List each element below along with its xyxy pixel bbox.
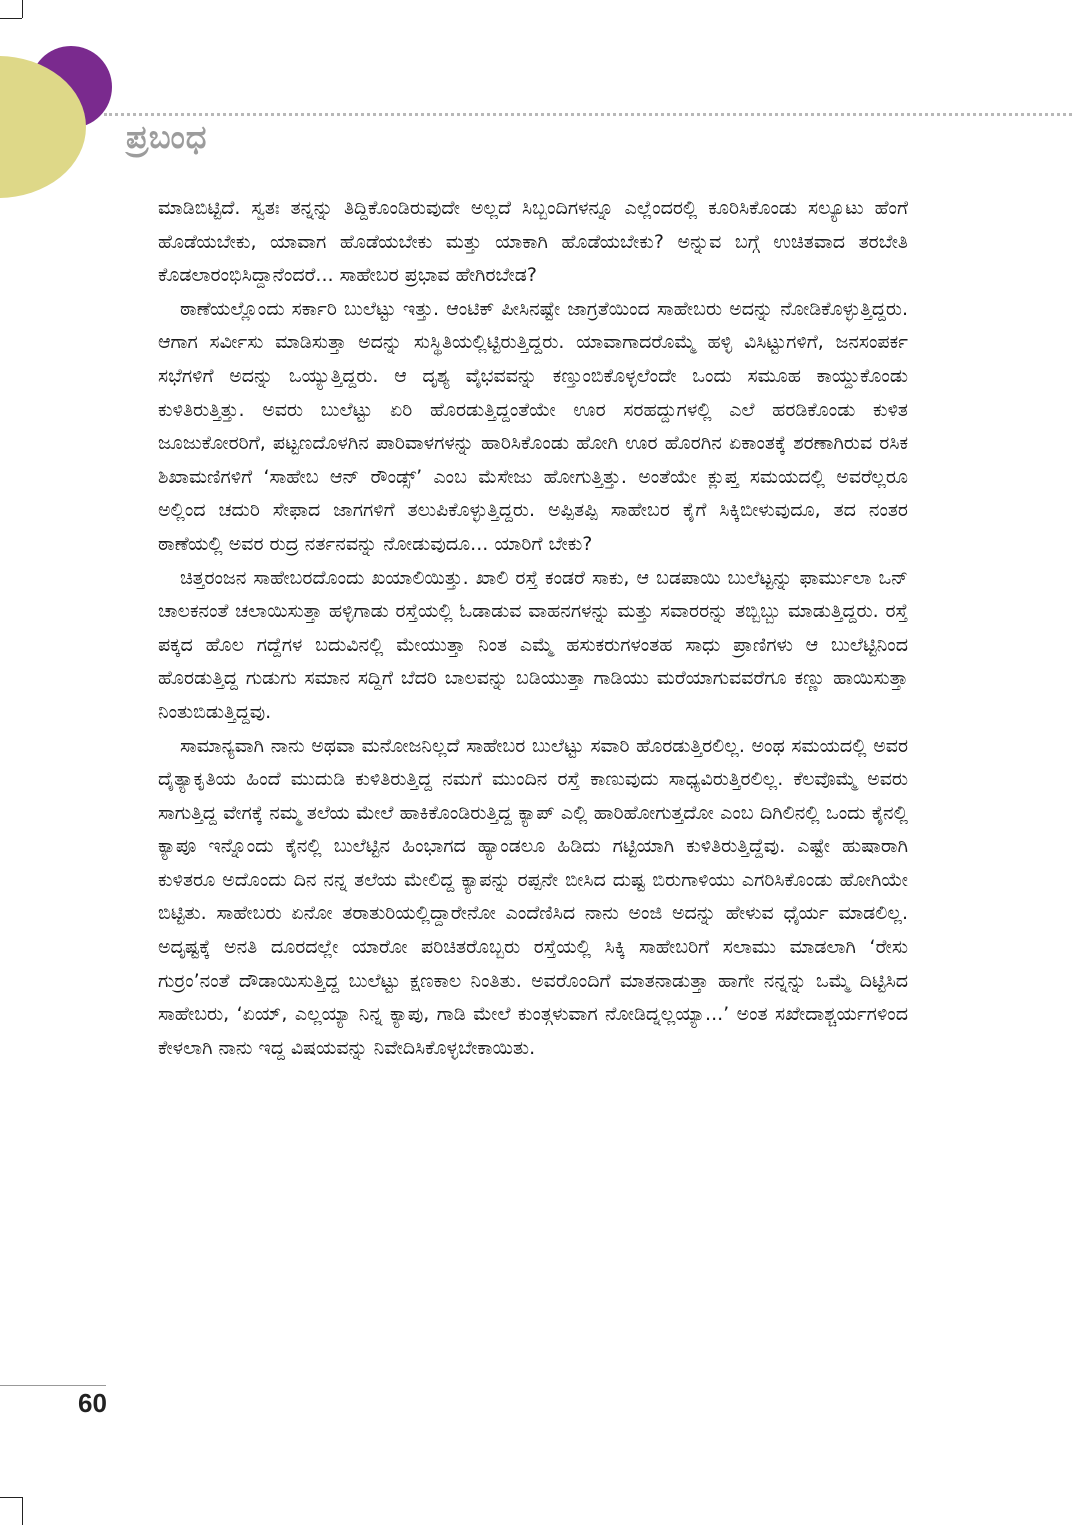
footer-rule: [0, 1385, 106, 1386]
page-number: 60: [78, 1388, 107, 1418]
paragraph: ಸಾಮಾನ್ಯವಾಗಿ ನಾನು ಅಥವಾ ಮನೋಜನಿಲ್ಲದೆ ಸಾಹೇಬರ ಬುಲೆಟ್ಟು ಸವಾರಿ ಹೊರಡುತ್ತಿರಲಿಲ್ಲ. ಅಂಥ ಸಮಯದಲ್ಲಿ ಅವರ ದೈತ್ಯಾಕೃತಿಯ ಹಿಂದೆ ಮುದುಡಿ ಕುಳಿತಿರುತ್ತಿದ್ದ ನಮಗೆ ಮುಂದಿನ ರಸ್ತೆ ಕಾಣುವುದು ಸಾಧ್ಯವಿರುತ್ತಿರಲಿಲ್ಲ. ಕೆಲವೊಮ್ಮೆ ಅವರು ಸಾಗುತ್ತಿದ್ದ ವೇಗಕ್ಕೆ ನಮ್ಮ ತಲೆಯ ಮೇಲೆ ಹಾಕಿಕೊಂಡಿರುತ್ತಿದ್ದ ಕ್ಯಾಪ್ ಎಲ್ಲಿ ಹಾರಿಹೋಗುತ್ತದೋ ಎಂಬ ದಿಗಿಲಿನಲ್ಲಿ ಒಂದು ಕೈನಲ್ಲಿ ಕ್ಯಾಪೂ ಇನ್ನೊಂದು ಕೈನಲ್ಲಿ ಬುಲೆಟ್ಟಿನ ಹಿಂಭಾಗದ ಹ್ಯಾಂಡಲೂ ಹಿಡಿದು ಗಟ್ಟಿಯಾಗಿ ಕುಳಿತಿರುತ್ತಿದ್ದೆವು. ಎಷ್ಟೇ ಹುಷಾರಾಗಿ ಕುಳಿತರೂ ಅದೊಂದು ದಿನ ನನ್ನ ತಲೆಯ ಮೇಲಿದ್ದ ಕ್ಯಾಪನ್ನು ರಪ್ಪನೇ ಬೀಸಿದ ದುಷ್ಟ ಬಿರುಗಾಳಿಯು ಎಗರಿಸಿಕೊಂಡು ಹೋಗಿಯೇ ಬಿಟ್ಟಿತು. ಸಾಹೇಬರು ಏನೋ ತರಾತುರಿಯಲ್ಲಿದ್ದಾರೇನೋ ಎಂದೆಣಿಸಿದ ನಾನು ಅಂಜಿ ಅದನ್ನು ಹೇಳುವ ಧೈರ್ಯ ಮಾಡಲಿಲ್ಲ. ಅದೃಷ್ಟಕ್ಕೆ ಅನತಿ ದೂರದಲ್ಲೇ ಯಾರೋ ಪರಿಚಿತರೊಬ್ಬರು ರಸ್ತೆಯಲ್ಲಿ ಸಿಕ್ಕಿ ಸಾಹೇಬರಿಗೆ ಸಲಾಮು ಮಾಡಲಾಗಿ ‘ರೇಸು ಗುರ್‍ರಂ’ನಂತೆ ದೌಡಾಯಿಸುತ್ತಿದ್ದ ಬುಲೆಟ್ಟು ಕ್ಷಣಕಾಲ ನಿಂತಿತು. ಅವರೊಂದಿಗೆ ಮಾತನಾಡುತ್ತಾ ಹಾಗೇ ನನ್ನನ್ನು ಒಮ್ಮೆ ದಿಟ್ಟಿಸಿದ ಸಾಹೇಬರು, ‘ಏಯ್, ಎಲ್ಲಯ್ಯಾ ನಿನ್ನ ಕ್ಯಾಪು, ಗಾಡಿ ಮೇಲೆ ಕುಂತ್ಗಳುವಾಗ ನೋಡಿದ್ನಲ್ಲಯ್ಯಾ...’ ಅಂತ ಸಖೇದಾಶ್ಚರ್ಯಗಳಿಂದ ಕೇಳಲಾಗಿ ನಾನು ಇದ್ದ ವಿಷಯವನ್ನು ನಿವೇದಿಸಿಕೊಳ್ಳಬೇಕಾಯಿತು.: [158, 734, 908, 1059]
paragraph: ಮಾಡಿಬಿಟ್ಟಿದೆ. ಸ್ವತಃ ತನ್ನನ್ನು ತಿದ್ದಿಕೊಂಡಿರುವುದೇ ಅಲ್ಲದೆ ಸಿಬ್ಬಂದಿಗಳನ್ನೂ ಎಲ್ಲೆಂದರಲ್ಲಿ ಕೂರಿಸಿಕೊಂಡು ಸಲ್ಯೂಟು ಹೆಂಗೆ ಹೊಡೆಯಬೇಕು, ಯಾವಾಗ ಹೊಡೆಯಬೇಕು ಮತ್ತು ಯಾಕಾಗಿ ಹೊಡೆಯಬೇಕು? ಅನ್ನುವ ಬಗ್ಗೆ ಉಚಿತವಾದ ತರಬೇತಿ ಕೊಡಲಾರಂಭಿಸಿದ್ದಾನೆಂದರೆ... ಸಾಹೇಬರ ಪ್ರಭಾವ ಹೇಗಿರಬೇಡ?: [158, 197, 908, 287]
crop-mark-top-left-horizontal: [0, 18, 22, 19]
crop-mark-bottom-left-vertical: [22, 1497, 23, 1525]
section-title: ಪ್ರಬಂಧ: [126, 118, 208, 156]
paragraph: ಚಿತ್ತರಂಜನ ಸಾಹೇಬರದೊಂದು ಖಯಾಲಿಯಿತ್ತು. ಖಾಲಿ ರಸ್ತೆ ಕಂಡರೆ ಸಾಕು, ಆ ಬಡಪಾಯಿ ಬುಲೆಟ್ಟನ್ನು ಫಾರ್ಮುಲಾ ಒನ್ ಚಾಲಕನಂತೆ ಚಲಾಯಿಸುತ್ತಾ ಹಳ್ಳಿಗಾಡು ರಸ್ತೆಯಲ್ಲಿ ಓಡಾಡುವ ವಾಹನಗಳನ್ನು ಮತ್ತು ಸವಾರರನ್ನು ತಬ್ಬಿಬ್ಬು ಮಾಡುತ್ತಿದ್ದರು. ರಸ್ತೆ ಪಕ್ಕದ ಹೊಲ ಗದ್ದೆಗಳ ಬದುವಿನಲ್ಲಿ ಮೇಯುತ್ತಾ ನಿಂತ ಎಮ್ಮೆ ಹಸುಕರುಗಳಂತಹ ಸಾಧು ಪ್ರಾಣಿಗಳು ಆ ಬುಲೆಟ್ಟಿನಿಂದ ಹೊರಡುತ್ತಿದ್ದ ಗುಡುಗು ಸಮಾನ ಸದ್ದಿಗೆ ಬೆದರಿ ಬಾಲವನ್ನು ಬಡಿಯುತ್ತಾ ಗಾಡಿಯು ಮರೆಯಾಗುವವರೆಗೂ ಕಣ್ಣು ಹಾಯಿಸುತ್ತಾ ನಿಂತುಬಿಡುತ್ತಿದ್ದವು.: [158, 566, 908, 723]
paragraph: ಠಾಣೆಯಲ್ಲೊಂದು ಸರ್ಕಾರಿ ಬುಲೆಟ್ಟು ಇತ್ತು. ಆಂಟಿಕ್ ಪೀಸಿನಷ್ಟೇ ಜಾಗ್ರತೆಯಿಂದ ಸಾಹೇಬರು ಅದನ್ನು ನೋಡಿಕೊಳ್ಳುತ್ತಿದ್ದರು. ಆಗಾಗ ಸರ್ವೀಸು ಮಾಡಿಸುತ್ತಾ ಅದನ್ನು ಸುಸ್ಥಿತಿಯಲ್ಲಿಟ್ಟಿರುತ್ತಿದ್ದರು. ಯಾವಾಗಾದರೊಮ್ಮೆ ಹಳ್ಳಿ ವಿಸಿಟ್ಟುಗಳಿಗೆ, ಜನಸಂಪರ್ಕ ಸಭೆಗಳಿಗೆ ಅದನ್ನು ಒಯ್ಯುತ್ತಿದ್ದರು. ಆ ದೃಶ್ಯ ವೈಭವವನ್ನು ಕಣ್ತುಂಬಿಕೊಳ್ಳಲೆಂದೇ ಒಂದು ಸಮೂಹ ಕಾಯ್ದುಕೊಂಡು ಕುಳಿತಿರುತ್ತಿತ್ತು. ಅವರು ಬುಲೆಟ್ಟು ಏರಿ ಹೊರಡುತ್ತಿದ್ದಂತೆಯೇ ಊರ ಸರಹದ್ದುಗಳಲ್ಲಿ ಎಲೆ ಹರಡಿಕೊಂಡು ಕುಳಿತ ಜೂಜುಕೋರರಿಗೆ, ಪಟ್ಟಣದೊಳಗಿನ ಪಾರಿವಾಳಗಳನ್ನು ಹಾರಿಸಿಕೊಂಡು ಹೋಗಿ ಊರ ಹೊರಗಿನ ಏಕಾಂತಕ್ಕೆ ಶರಣಾಗಿರುವ ರಸಿಕ ಶಿಖಾಮಣಿಗಳಿಗೆ ‘ಸಾಹೇಬ ಆನ್ ರೌಂಡ್ಸ್’ ಎಂಬ ಮೆಸೇಜು ಹೋಗುತ್ತಿತ್ತು. ಅಂತೆಯೇ ಕ್ಲುಪ್ತ ಸಮಯದಲ್ಲಿ ಅವರೆಲ್ಲರೂ ಅಲ್ಲಿಂದ ಚದುರಿ ಸೇಫಾದ ಜಾಗಗಳಿಗೆ ತಲುಪಿಕೊಳ್ಳುತ್ತಿದ್ದರು. ಅಪ್ಪಿತಪ್ಪಿ ಸಾಹೇಬರ ಕೈಗೆ ಸಿಕ್ಕಿಬೀಳುವುದೂ, ತದ ನಂತರ ಠಾಣೆಯಲ್ಲಿ ಅವರ ರುದ್ರ ನರ್ತನವನ್ನು ನೋಡುವುದೂ... ಯಾರಿಗೆ ಬೇಕು?: [158, 297, 908, 555]
article-body: [158, 192, 908, 1065]
crop-mark-top-left-vertical: [22, 0, 23, 18]
crop-mark-bottom-left-horizontal: [0, 1497, 22, 1498]
header-dotted-rule: [104, 113, 1072, 116]
